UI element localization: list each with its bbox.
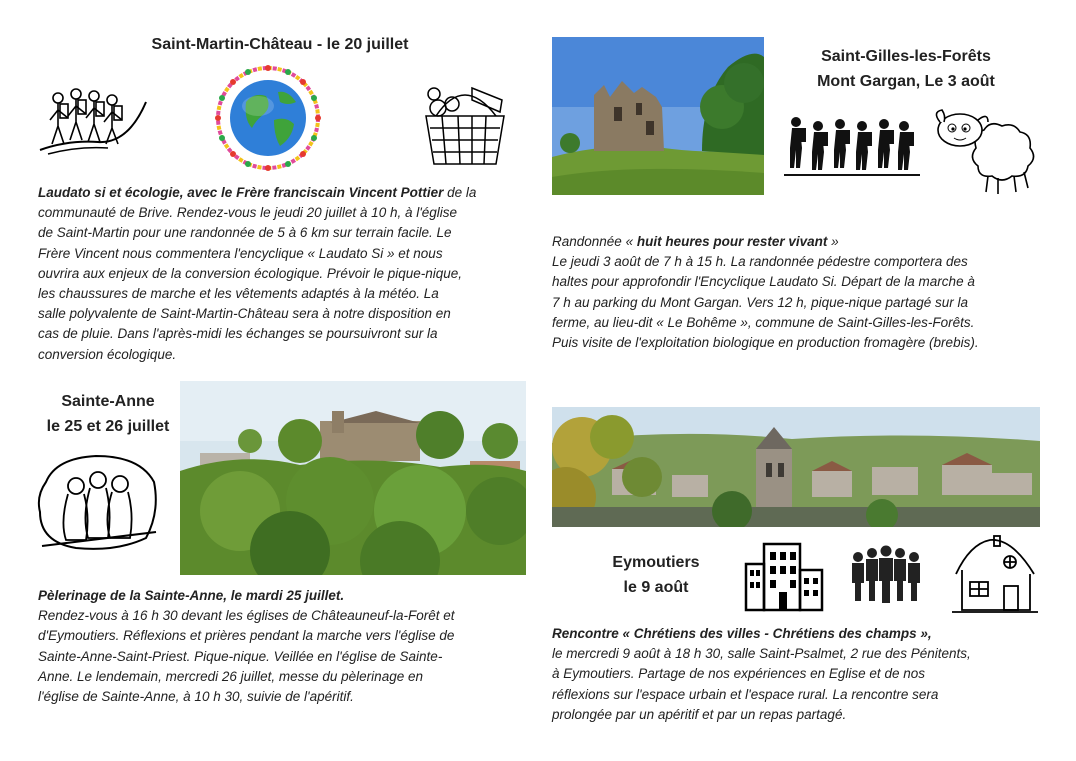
s4-body — [552, 624, 1042, 725]
picnic-basket-drawing — [412, 78, 518, 170]
s1-line: de Saint-Martin pour une randonnée de 5 à 6 km sur terrain facile. Le — [38, 225, 452, 241]
s2-line: haltes pour approfondir l'Encyclique Laudato Si. Départ de la marche à — [552, 274, 975, 290]
castle-ruin-photo — [552, 37, 764, 195]
s1-line: cas de pluie. Dans l'après-midi les échanges se poursuivront sur la — [38, 326, 438, 342]
s2-line: Le jeudi 3 août de 7 h à 15 h. La randonnée pédestre comportera des — [552, 254, 968, 270]
hikers-drawing — [38, 82, 150, 158]
s2-heading — [552, 232, 1042, 252]
s4-title-line2: le 9 août — [623, 579, 689, 596]
s4-line: le mercredi 9 août à 18 h 30, salle Saint-Psalmet, 2 rue des Pénitents, — [552, 646, 971, 662]
s3-title-line2: le 25 et 26 juillet — [46, 418, 170, 435]
s2-title-line2: Mont Gargan, Le 3 août — [817, 73, 995, 90]
s1-lead: Laudato si et écologie, avec le Frère franciscain Vincent Pottier — [38, 185, 444, 200]
s2-heading-end: » — [827, 234, 839, 249]
s1-line: conversion écologique. — [38, 346, 177, 362]
s2-line: ferme, au lieu-dit « Le Bohême », commune de Saint-Gilles-les-Forêts. — [552, 314, 975, 330]
s3-heading: Pèlerinage de la Sainte-Anne, le mardi 25 juillet. — [38, 588, 345, 603]
s1-title: Saint-Martin-Château - le 20 juillet — [151, 36, 409, 53]
s4-title — [586, 550, 726, 600]
people-group-icon — [848, 545, 924, 603]
s1-body — [38, 183, 522, 365]
eymoutiers-town-photo — [552, 407, 1040, 527]
hikers-silhouette — [784, 116, 920, 180]
s2-line: Puis visite de l'exploitation biologique en production fromagère (brebis). — [552, 335, 979, 351]
s3-line: Rendez-vous à 16 h 30 devant les églises de Châteauneuf-la-Forêt et — [38, 608, 455, 624]
s2-heading-bold: huit heures pour rester vivant — [636, 234, 828, 249]
s2-title — [784, 44, 1028, 94]
s2-line: 7 h au parking du Mont Gargan. Vers 12 h, pique-nique partagé sur la — [552, 294, 969, 310]
city-buildings-icon — [744, 540, 824, 612]
sainte-anne-village-photo — [180, 381, 526, 575]
s1-line: salle polyvalente de Saint-Martin-Château sera à notre disposition en — [38, 306, 451, 322]
s4-line: réflexions sur l'espace urbain et l'espace rural. La rencontre sera — [552, 686, 939, 702]
s4-line: à Eymoutiers. Partage de nos expériences en Eglise et de nos — [552, 666, 925, 682]
globe-people-image — [208, 62, 328, 174]
s3-line: Sainte-Anne-Saint-Priest. Pique-nique. Veillée en l'église de Sainte- — [38, 648, 443, 664]
s1-lead-tail: de la — [443, 185, 477, 200]
s4-title-line1: Eymoutiers — [612, 554, 700, 571]
s1-line: ouvrira aux enjeux de la conversion écologique. Prévoir le pique-nique, — [38, 265, 463, 281]
s2-heading-plain: Randonnée « — [552, 234, 637, 249]
s3-body — [38, 586, 528, 707]
s2-body — [552, 232, 1042, 353]
country-house-drawing — [950, 534, 1040, 614]
s4-line: prolongée par un apéritif et par un repas partagé. — [552, 706, 847, 722]
s3-title-line1: Sainte-Anne — [61, 393, 155, 410]
s3-line: Anne. Le lendemain, mercredi 26 juillet, messe du pèlerinage en — [38, 668, 423, 684]
pilgrims-drawing — [36, 452, 160, 554]
s3-line: d'Eymoutiers. Réflexions et prières pendant la marche vers l'église de — [38, 628, 455, 644]
s4-heading: Rencontre « Chrétiens des villes - Chrétiens des champs », — [552, 626, 932, 641]
s1-line: communauté de Brive. Rendez-vous le jeudi 20 juillet à 10 h, à l'église — [38, 205, 458, 221]
s2-title-line1: Saint-Gilles-les-Forêts — [821, 48, 991, 65]
s1-line: les chaussures de marche et les vêtements adaptés à la météo. La — [38, 286, 439, 302]
s3-title — [30, 389, 186, 439]
s3-line: l'église de Sainte-Anne, à 10 h 30, suivie de l'apéritif. — [38, 689, 354, 705]
sheep-drawing — [932, 108, 1042, 196]
s1-line: Frère Vincent nous commentera l'encyclique « Laudato Si » et nous — [38, 245, 443, 261]
